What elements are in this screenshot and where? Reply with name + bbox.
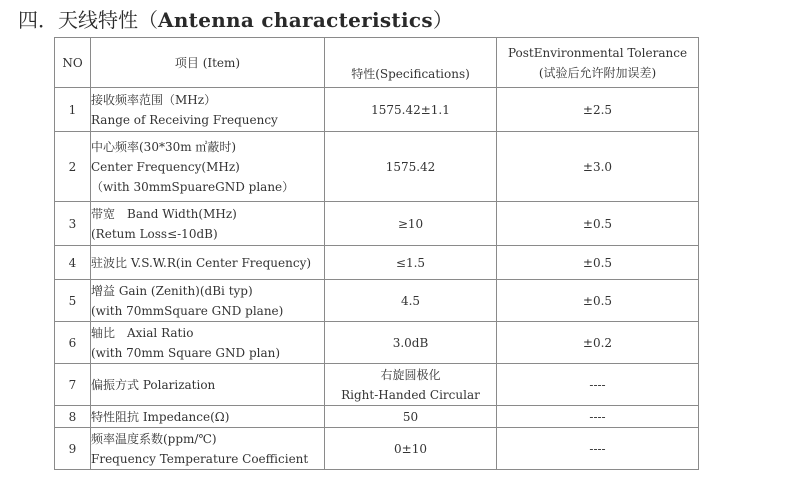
table-row — [55, 280, 699, 322]
header-item: 项目 (Item) — [91, 38, 325, 88]
row-item — [91, 280, 325, 322]
heading-prefix: 四．天线特性（ — [18, 8, 158, 32]
item-line: (Retum Loss≤-10dB) — [91, 226, 218, 241]
section-heading — [18, 4, 453, 33]
row-no: 8 — [55, 406, 91, 428]
item-line: 接收频率范围（MHz） — [91, 92, 217, 107]
row-spec: 3.0dB — [325, 322, 497, 364]
item-line: 频率温度系数(ppm/℃) — [91, 431, 217, 446]
row-no: 4 — [55, 246, 91, 280]
spec-line: 右旋圆极化 — [380, 367, 441, 382]
table-row — [55, 322, 699, 364]
row-spec: ≥10 — [325, 202, 497, 246]
row-no: 7 — [55, 364, 91, 406]
item-line: 带宽 Band Width(MHz) — [91, 206, 237, 221]
item-line: Range of Receiving Frequency — [91, 112, 278, 127]
row-item — [91, 202, 325, 246]
row-item — [91, 132, 325, 202]
row-tolerance: ---- — [497, 406, 699, 428]
row-item — [91, 88, 325, 132]
row-no: 1 — [55, 88, 91, 132]
header-no: NO — [55, 38, 91, 88]
table-row — [55, 364, 699, 406]
row-no: 2 — [55, 132, 91, 202]
table-row — [55, 406, 699, 428]
row-no: 3 — [55, 202, 91, 246]
antenna-characteristics-table — [54, 37, 699, 470]
row-spec: 1575.42 — [325, 132, 497, 202]
item-line: (with 70mmSquare GND plane) — [91, 303, 284, 318]
heading-suffix: ） — [432, 8, 453, 32]
row-spec — [325, 364, 497, 406]
row-item — [91, 364, 325, 406]
row-no: 9 — [55, 428, 91, 470]
row-tolerance: ---- — [497, 364, 699, 406]
header-tolerance-line1: PostEnvironmental Tolerance — [507, 45, 688, 60]
row-no: 5 — [55, 280, 91, 322]
item-line: 轴比 Axial Ratio — [91, 325, 194, 340]
item-line: Frequency Temperature Coefficient — [91, 451, 309, 466]
row-spec: 50 — [325, 406, 497, 428]
table-row — [55, 428, 699, 470]
row-no: 6 — [55, 322, 91, 364]
header-row — [55, 38, 699, 88]
row-tolerance: ±0.5 — [497, 202, 699, 246]
item-line: （with 30mmSpuareGND plane） — [91, 179, 295, 194]
item-line: 偏振方式 Polarization — [91, 377, 216, 392]
spec-line: Right-Handed Circular — [341, 387, 480, 402]
row-tolerance: ±0.5 — [497, 246, 699, 280]
row-tolerance: ±2.5 — [497, 88, 699, 132]
item-line: (with 70mm Square GND plan) — [91, 345, 281, 360]
header-tolerance — [497, 38, 699, 88]
item-line: Center Frequency(MHz) — [91, 159, 240, 174]
item-line: 特性阻抗 Impedance(Ω) — [91, 409, 230, 424]
row-spec: ≤1.5 — [325, 246, 497, 280]
row-spec: 4.5 — [325, 280, 497, 322]
row-item — [91, 246, 325, 280]
header-spec: 特性(Specifications) — [325, 38, 497, 88]
row-item — [91, 428, 325, 470]
heading-english: Antenna characteristics — [158, 8, 433, 32]
row-item — [91, 322, 325, 364]
table-row — [55, 88, 699, 132]
row-tolerance: ±0.2 — [497, 322, 699, 364]
table-row — [55, 202, 699, 246]
table-row — [55, 132, 699, 202]
item-line: 驻波比 V.S.W.R(in Center Frequency) — [91, 255, 312, 270]
row-tolerance: ±3.0 — [497, 132, 699, 202]
row-tolerance: ±0.5 — [497, 280, 699, 322]
row-tolerance: ---- — [497, 428, 699, 470]
item-line: 中心频率(30*30m ㎡蔽时) — [91, 139, 237, 154]
row-item — [91, 406, 325, 428]
item-line: 增益 Gain (Zenith)(dBi typ) — [91, 283, 253, 298]
table-row — [55, 246, 699, 280]
row-spec: 1575.42±1.1 — [325, 88, 497, 132]
row-spec: 0±10 — [325, 428, 497, 470]
header-tolerance-line2: (试验后允许附加误差) — [538, 65, 657, 80]
